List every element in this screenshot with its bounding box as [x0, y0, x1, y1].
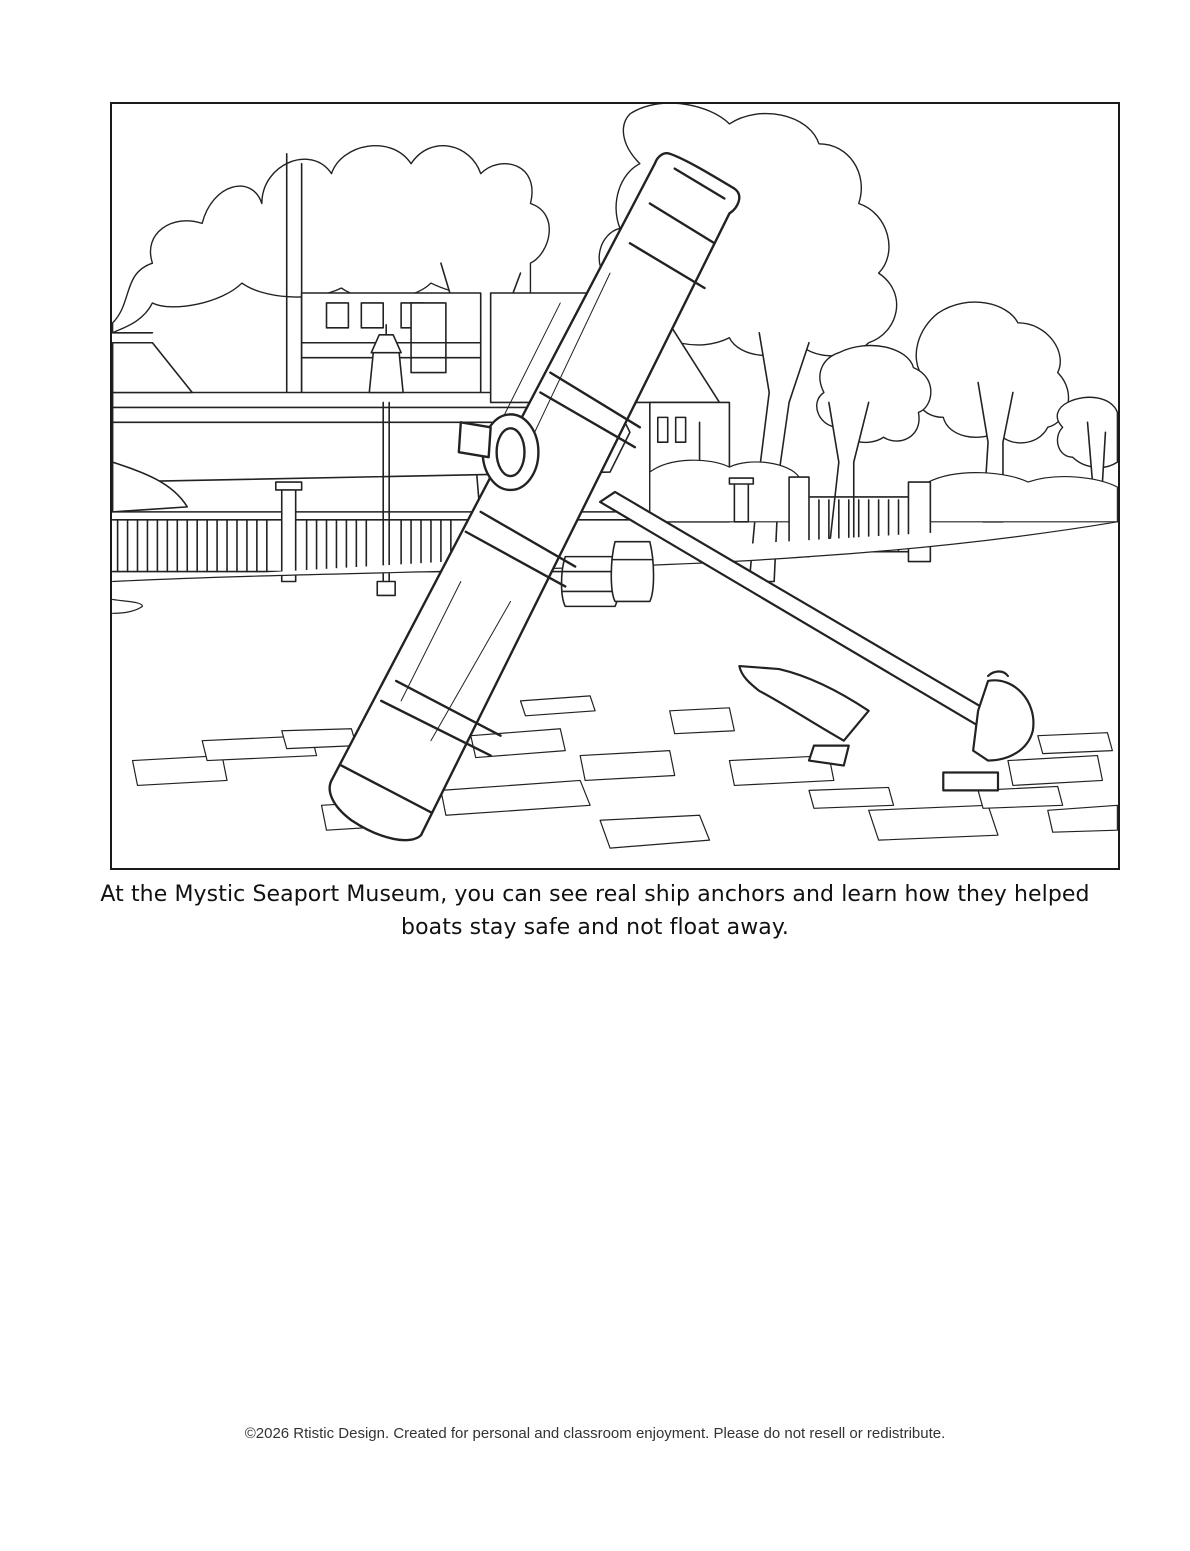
- barrels: [562, 542, 654, 607]
- caption-line-2: boats stay safe and not float away.: [401, 915, 789, 940]
- caption: [100, 878, 1090, 944]
- bushes: [650, 460, 1118, 522]
- anchor-ring: [459, 414, 539, 490]
- caption-line-1: At the Mystic Seaport Museum, you can see real ship anchors and learn how they helped: [100, 882, 1090, 907]
- copyright-footer: ©2026 Rtistic Design. Created for personal and classroom enjoyment. Please do not resell or redistribute.: [244, 1425, 946, 1442]
- anchor-illustration: [110, 102, 1120, 870]
